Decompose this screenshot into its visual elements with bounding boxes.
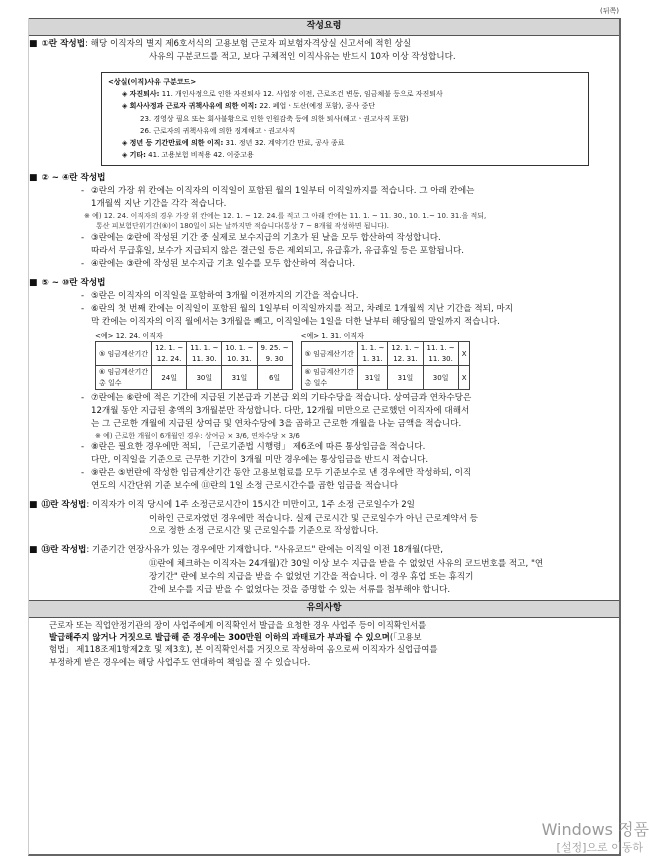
note: ※ 예) 12. 24. 이직자의 경우 가장 위 칸에는 12. 1. ~ 12. 24.를 적고 그 아래 칸에는 11. 1. ~ 11. 30., 10. 1.~ 10. 31.을 적되, 통산 피보험단위기간(⑥)이 180일이 되는 날까지만 적습니다(통상 7 ~ 8개월 작성하면 됩니다). <box>84 211 487 231</box>
square-bullet-icon: ■ <box>29 172 38 183</box>
diamond-bullet-icon: ◈ <box>122 139 130 148</box>
code-box: <상실(이직)사유 구분코드> ◈ 자진퇴사: 11. 개인사정으로 인한 자진퇴사 12. 사업장 이전, 근로조건 변동, 임금체불 등으로 자진퇴사 ◈ 회사사정과 근로자 귀책사유에 의한 이직: 22. 폐업ㆍ도산(예정 포함), 공사 중단 23. 경영상 필요 또는 회사불황으로 인한 인원감축 등에 의한 퇴사(해고ㆍ권고사직 포함) 26. 근로자의 귀책사유에 의한 징계해고ㆍ권고사직 ◈ 정년 등 기간만료에 의한 이직: 31. 정년 32. 계약기간 만료, 공사 종료 ◈ 기타: 41. 고용보험 비적용 42. 이중고용 <box>101 72 589 166</box>
examples <box>95 331 619 391</box>
square-bullet-icon: ■ <box>29 545 38 556</box>
example-1: <예> 12. 24. 이직자 ⑤ 임금계산기간 12. 1. ~ 12. 24. 11. 1. ~ 11. 30. 10. 1. ~ 10. 31. 9. 25. ~ 9. 30 ⑥ 임금계산기간 총 일수 24일 30일 31일 6일 <box>95 331 293 391</box>
notice-title: 유의사항 <box>29 600 619 618</box>
section-1 <box>29 38 619 52</box>
page: 작성요령 ■ ①란 작성법 : 해당 이직자의 별지 제6호서식의 고용보험 근로자 피보험자격상실 신고서에 적힌 상실 사유의 구분코드를 적고, 보다 구체적인 이직사유는 반드시 10자 이상 작성합니다. <상실(이직)사유 구분코드> ◈ 자진퇴사: 11. 개인사정으로 인한 자진퇴사 12. 사업장 이전, 근로조건 변동, 임금체불 등으로 자진퇴사 ◈ 회사사정과 근로자 귀책사유에 의한 이직: 22. 폐업ㆍ도산(예정 포함), 공사 중단 23. 경영상 필요 또는 회사불황으로 인한 인원감축 등에 의한 퇴사(해고ㆍ권고사직 포함) 26. 근로자의 귀책사유에 의한 징계해고ㆍ권고사직 ◈ 정년 등 기간만료에 의한 이직: 31. 정년 32. 계약기간 만료, 공사 종료 ◈ 기타: 41. 고용보험 비적용 42. 이중고용 ■ ② ~ ④란 작성법 - ②란의 가장 위 칸에는 이직자의 이직일이 포함된 월의 1일부터 이직일까지를 적습니다. 그 아래 칸에는 1개월씩 지난 기간을 각각 적습니다. ※ 예) 12. 24. 이직자의 경우 가장 위 칸에는 12. 1. ~ 12. 24.를 적고 그 아래 칸에는 11. 1. ~ 11. 30., 10. 1.~ 10. 31.을 적되, 통산 피보험단위기간(⑥)이 180일이 되는 날까지만 적습니다(통상 7 ~ 8개월 작성하면 됩니다). - ③란에는 ②란에 작성된 기간 중 실제로 보수지급의 기초가 된 날을 모두 합산하여 작성합니다. 따라서 무급휴일, 보수가 지급되지 않은 결근일 등은 제외되고, 유급휴가, 유급휴일 등은 포함됩니다. - ④란에는 ③란에 작성된 보수지급 기초 일수를 모두 합산하여 적습니다. ■ ⑤ ~ ⑩란 작성법 - ⑤란은 이직자의 이직일을 포함하여 3개월 이전까지의 기간을 적습니다. - ⑥란의 첫 번째 칸에는 이직일이 포함된 월의 1일부터 이직일까지를 적고, 차례로 1개월씩 지난 기간을 적되, 마지 막 칸에는 이직자의 이직 월에서는 3개월을 빼고, 이직일에는 1일을 더한 날부터 해당월의 말일까지 적습니다. <예> 12. 24. 이직자 ⑤ 임금계산기간 12. 1. ~ 12. 24. 11. 1. ~ 11. 30. 10. 1. ~ 10. 31. 9. 25. ~ 9. 30 ⑥ 임금계산기간 총 일수 24일 30일 31일 6일 <예> 1. 31. 이직자 ⑤ 임금계산기간 1. 1. ~ 1. 31. 12. 1. ~ 12. 31. 11. 1. ~ 11. 30. X ⑥ 임금계산기간 총 일수 31일 31일 30일 X - ⑦란에는 ⑥란에 적은 기간에 지급된 기본급과 기본급 외의 기타수당을 적습니다. 상여금과 연차수당은 12개월 동안 지급된 총액의 3개월분만 작성합니다. 다만, 12개월 미만으로 근로했던 이직자에 대해서 는 그 근로한 개월에 지급된 상여금 및 연차수당에 3을 곱하고 근로한 개월을 나눈 금액을 적습니다. ※ 예) 근로한 개월이 6개월인 경우: 상여금 × 3/6, 연차수당 × 3/6 - ⑧란은 필요한 경우에만 적되, 「근로기준법 시행령」 제6조에 따른 통상임금을 적습니다. 다만, 이직일을 기준으로 근무한 기간이 3개월 미만 경우에는 통상임금을 반드시 적습니다. - ⑨란은 ⑤번란에 작성한 임금계산기간 동안 고용보험료를 모두 기준보수로 낸 경우에만 작성하되, 이직 연도의 시간단위 기준 보수에 ⑪란의 1일 소정 근로시간수를 곱한 임금을 적습니다 ■ ⑪란 작성법 : 이직자가 이직 당시에 1주 소정근로시간이 15시간 미만이고, 1주 소정 근로일수가 2일 이하인 근로자였던 경우에만 적습니다. 실제 근로시간 및 근로일수가 아닌 근로계약서 등 으로 정한 소정 근로시간 및 근로일수를 기준으로 작성합니다. ■ ⑬란 작성법 : 기준기간 연장사유가 있는 경우에만 기재합니다. "사유코드" 란에는 이직일 이전 18개월(다만, ⑪란에 체크하는 이직자는 24개월)간 30일 이상 보수 지급을 받을 수 없었던 사유의 코드번호를 적고, "연 장기간" 란에 보수의 지급을 받을 수 없었던 기간을 적습니다. 이 경우 휴업 또는 휴직기 간에 보수를 지급 받을 수 없었다는 것을 증명할 수 있는 서류를 첨부해야 합니다. 유의사항 근로자 또는 직업안정기관의 장이 사업주에게 이직확인서 발급을 요청한 경우 사업주 등이 이직확인서를 발급해주지 않거나 거짓으로 발급해 준 경우에는 300만원 이하의 과태료가 부과될 수 있으며(「고용보 험법」 제118조제1항제2호 및 제3호), 본 이직확인서를 거짓으로 작성하여 옴으로써 이직자가 실업급여를 부정하게 받은 경우에는 해당 사업주도 연대하여 책임을 질 수 있습니다. <box>28 18 621 856</box>
section-3 <box>29 277 619 291</box>
section-3-heading: ⑤ ~ ⑩란 작성법 <box>41 277 106 288</box>
notice-body: 근로자 또는 직업안정기관의 장이 사업주에게 이직확인서 발급을 요청한 경우 사업주 등이 이직확인서를 발급해주지 않거나 거짓으로 발급해 준 경우에는 300만원 이하의 과태료가 부과될 수 있으며(「고용보 험법」 제118조제1항제2호 및 제3호), 본 이직확인서를 거짓으로 작성하여 옴으로써 이직자가 실업급여를 부정하게 받은 경우에는 해당 사업주도 연대하여 책임을 질 수 있습니다. <box>49 619 438 667</box>
back-side-label: (뒤쪽) <box>600 7 619 15</box>
section-5: ■ ⑬란 작성법 : 기준기간 연장사유가 있는 경우에만 기재합니다. "사유코드" 란에는 이직일 이전 18개월(다만, <box>29 544 619 558</box>
section-5-heading: ⑬란 작성법 <box>41 545 87 556</box>
section-title: 작성요령 <box>29 18 619 36</box>
square-bullet-icon: ■ <box>29 38 38 49</box>
section-1-heading: ①란 작성법 <box>41 38 85 49</box>
example-2-table: ⑤ 임금계산기간 1. 1. ~ 1. 31. 12. 1. ~ 12. 31. 11. 1. ~ 11. 30. X ⑥ 임금계산기간 총 일수 31일 31일 30일 X <box>301 341 471 390</box>
example-1-table: ⑤ 임금계산기간 12. 1. ~ 12. 24. 11. 1. ~ 11. 30. 10. 1. ~ 10. 31. 9. 25. ~ 9. 30 ⑥ 임금계산기간 총 일수 24일 30일 31일 6일 <box>95 341 293 390</box>
diamond-bullet-icon: ◈ <box>122 151 130 160</box>
diamond-bullet-icon: ◈ <box>122 90 130 99</box>
square-bullet-icon: ■ <box>29 277 38 288</box>
activation-watermark: Windows 정품 <box>541 820 649 839</box>
section-2-heading: ② ~ ④란 작성법 <box>41 172 106 183</box>
diamond-bullet-icon: ◈ <box>122 102 130 111</box>
activation-watermark-sub: [설정]으로 이동하 <box>556 841 643 854</box>
section-4: ■ ⑪란 작성법 : 이직자가 이직 당시에 1주 소정근로시간이 15시간 미만이고, 1주 소정 근로일수가 2일 <box>29 499 619 513</box>
code-box-title: <상실(이직)사유 구분코드> <box>108 77 197 86</box>
square-bullet-icon: ■ <box>29 500 38 510</box>
section-1-line-2: 사유의 구분코드를 적고, 보다 구체적인 이직사유는 반드시 10자 이상 작성합니다. <box>149 52 456 62</box>
section-1-line-1: : 해당 이직자의 별지 제6호서식의 고용보험 근로자 피보험자격상실 신고서에 적힌 상실 <box>85 38 412 49</box>
example-2: <예> 1. 31. 이직자 ⑤ 임금계산기간 1. 1. ~ 1. 31. 12. 1. ~ 12. 31. 11. 1. ~ 11. 30. X ⑥ 임금계산기간 총 일수 31일 31일 30일 X <box>301 331 471 391</box>
section-4-heading: ⑪란 작성법 <box>41 500 87 510</box>
section-2 <box>29 172 619 186</box>
